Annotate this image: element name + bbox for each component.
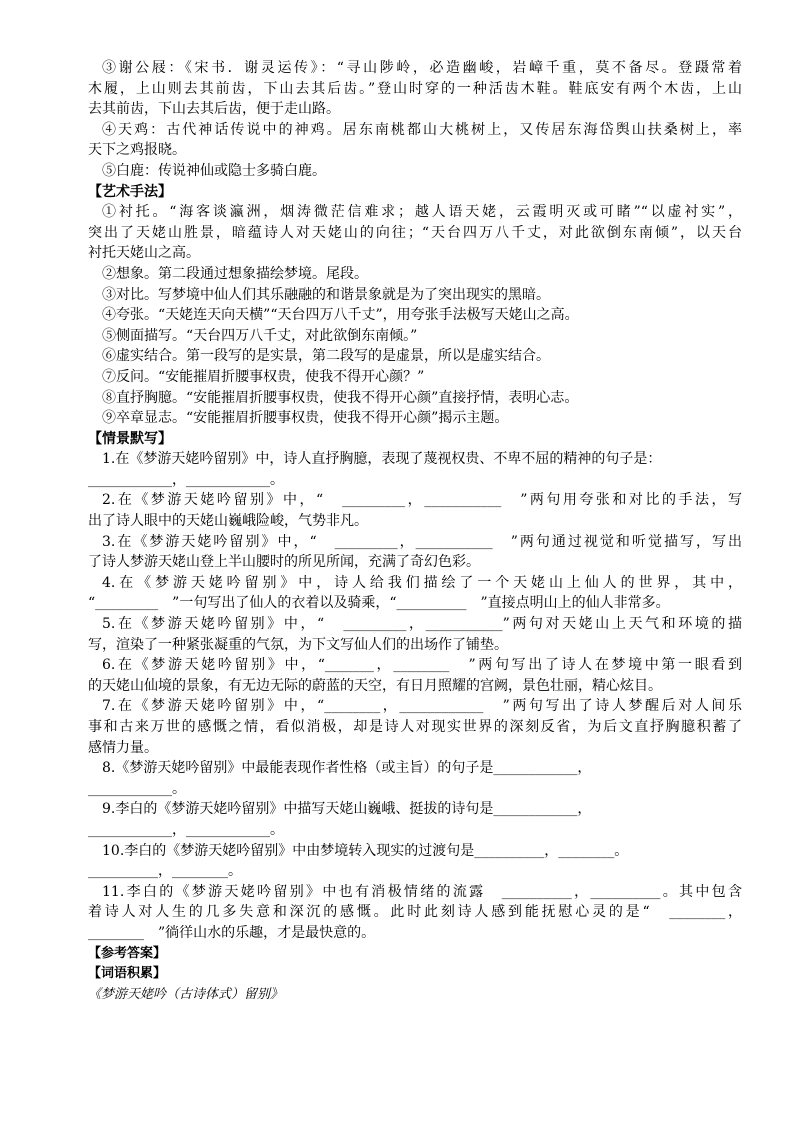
dictation-heading: 【情景默写】 — [88, 430, 172, 447]
text-line: 感情力量。 — [88, 739, 158, 756]
note-item — [88, 58, 742, 120]
text-line: 7.在《梦游天姥吟留别》中，“________，____________ ”两句写出了诗人梦醒后对人间乐 — [102, 698, 742, 715]
art-item: ⑨卒章显志。“安能摧眉折腰事权贵，使我不得开心颜”揭示主题。 — [102, 410, 509, 427]
art-item: ⑧直抒胸臆。“安能摧眉折腰事权贵，使我不得开心颜”直接抒情，表明心志。 — [102, 389, 579, 406]
answer-heading: 【参考答案】 — [88, 945, 167, 961]
text-line: ①衬托。“海客谈瀛洲，烟涛微茫信难求；越人语天姥，云霞明灭或可睹”“以虚衬实”， — [102, 204, 742, 221]
text-line: 9.李白的《梦游天姥吟留别》中描写天姥山巍峨、挺拔的诗句是____________， — [102, 801, 592, 818]
text-line: 2.在《梦游天姥吟留别》中，“ _________，___________ ”两句用夸张和对比的手法，写 — [102, 492, 742, 509]
question-item — [88, 614, 742, 655]
vocab-heading: 【词语积累】 — [88, 966, 167, 982]
text-line: 出了诗人眼中的天姥山巍峨险峻，气势非凡。 — [88, 513, 368, 530]
text-line: 衬托天姥山之高。 — [88, 245, 200, 262]
note-item — [88, 161, 742, 182]
question-item — [88, 696, 742, 758]
text-line: 4.在《梦游天姥吟留别》中，诗人给我们描绘了一个天姥山上仙人的世界，其中， — [102, 574, 742, 591]
note-item — [88, 120, 742, 161]
art-item: ⑥虚实结合。第一段写的是实景，第二段写的是虚景，所以是虚实结合。 — [102, 348, 550, 365]
text-line: ________ ”徜徉山水的乐趣，才是最快意的。 — [88, 924, 376, 941]
question-item — [88, 449, 742, 490]
art-item — [88, 202, 742, 264]
art-item: ③对比。写梦境中仙人们其乐融融的和谐景象就是为了突出现实的黑暗。 — [102, 286, 550, 303]
question-item — [88, 882, 742, 944]
art-section — [88, 202, 742, 429]
text-line: 事和古来万世的感慨之情，看似消极，却是诗人对现实世界的深刻反省，为后文直抒胸臆积蓄了 — [88, 719, 742, 735]
text-line: 去其前齿，下山去其后齿，便于走山路。 — [88, 101, 340, 118]
text-line: 的天姥山仙境的景象，有无边无际的蔚蓝的天空，有日月照耀的宫阙，景色壮丽，精心炫目。 — [88, 677, 662, 694]
question-item — [88, 758, 742, 799]
text-line: 着诗人对人生的几多失意和深沉的感慨。此时此刻诗人感到能抚慰心灵的是“ ________， — [88, 904, 742, 921]
question-item — [88, 655, 742, 696]
text-line: 11.李白的《梦游天姥吟留别》中也有消极情绪的流露 __________，__________。其中包含 — [102, 883, 742, 900]
text-line: “_________ ”一句写出了仙人的衣着以及骑乘，“__________ ”直接点明山上的仙人非常多。 — [88, 595, 670, 612]
question-item — [88, 490, 742, 531]
question-item — [88, 841, 742, 882]
poem-title: 《梦游天姥吟（古诗体式）留别》 — [88, 986, 284, 1002]
text-line: ____________。 — [88, 780, 186, 797]
text-line: 5.在《梦游天姥吟留别》中，“ _________，___________”两句对天姥山上天气和环境的描 — [102, 616, 742, 633]
art-heading: 【艺术手法】 — [88, 183, 172, 200]
text-line: 突出了天姥山胜景，暗蕴诗人对天姥山的向往；“天台四万八千丈，对此欲倒东南倾”，以天台 — [88, 224, 742, 241]
text-line: 1.在《梦游天姥吟留别》中，诗人直抒胸臆，表现了蔑视权贵、不卑不屈的精神的句子是： — [102, 451, 662, 468]
text-line: ⑤白鹿：传说神仙或隐士多骑白鹿。 — [102, 162, 326, 179]
question-item — [88, 799, 742, 840]
text-line: 了诗人梦游天姥山登上半山腰时的所见所闻，充满了奇幻色彩。 — [88, 554, 480, 571]
art-item: ②想象。第二段通过想象描绘梦境。尾段。 — [102, 265, 368, 282]
text-line: 天下之鸡报晓。 — [88, 142, 186, 159]
text-line: 木履，上山则去其前齿，下山去其后齿。”登山时穿的一种活齿木鞋。鞋底安有两个木齿，上山 — [88, 80, 742, 97]
text-line: ③谢公屐：《宋书．谢灵运传》：“寻山陟岭，必造幽峻，岩嶂千重，莫不备尽。登蹑常着 — [102, 60, 742, 76]
text-line: 10.李白的《梦游天姥吟留别》中由梦境转入现实的过渡句是__________，________。 — [102, 842, 629, 859]
art-item: ④夸张。“天姥连天向天横”“天台四万八千丈”，用夸张手法极写天姥山之高。 — [102, 307, 579, 324]
text-line: 3.在《梦游天姥吟留别》中，“ _________，___________ ”两句通过视觉和听觉描写，写出 — [102, 533, 742, 550]
question-item — [88, 532, 742, 573]
text-line: ④天鸡：古代神话传说中的神鸡。居东南桃都山大桃树上，又传居东海岱舆山扶桑树上，率 — [102, 121, 742, 138]
text-line: 写，渲染了一种紧张凝重的气氛，为下文写仙人们的出场作了铺垫。 — [88, 636, 508, 653]
notes-section — [88, 58, 742, 182]
text-line: 6.在《梦游天姥吟留别》中，“_______，________ ”两句写出了诗人在梦境中第一眼看到 — [102, 657, 742, 674]
art-item: ⑤侧面描写。“天台四万八千丈，对此欲倒东南倾。” — [102, 327, 418, 344]
art-item: ⑦反问。“安能摧眉折腰事权贵，使我不得开心颜？” — [102, 368, 425, 385]
text-line: ____________，____________。 — [88, 471, 284, 488]
question-item — [88, 573, 742, 614]
text-line: __________，________。 — [88, 863, 242, 880]
dictation-section — [88, 449, 742, 943]
text-line: 8.《梦游天姥吟留别》中最能表现作者性格（或主旨）的句子是____________， — [102, 760, 592, 777]
text-line: ____________，____________。 — [88, 821, 284, 838]
